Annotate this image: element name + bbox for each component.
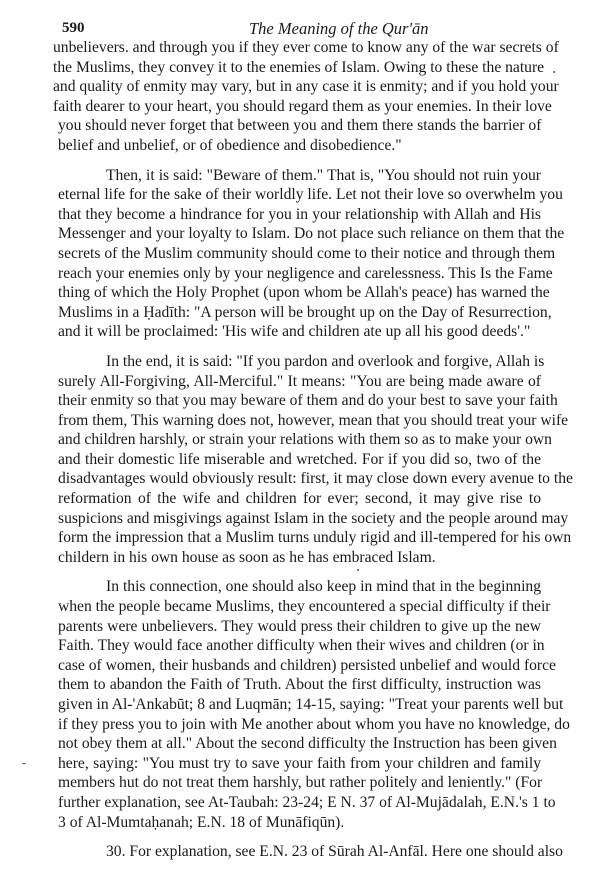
text-line: when the people became Muslims, they encountered a special difficulty if their — [58, 598, 551, 616]
text-line: secrets of the Muslim community should come to their notice and through them — [58, 244, 556, 262]
paragraph — [53, 38, 559, 156]
text-line: and quality of enmity may vary, but in any case it is enmity; and if you hold your — [53, 78, 559, 96]
text-line: faith dearer to your heart, you should regard them as your enemies. In their love — [53, 97, 552, 115]
text-line: given in Al-'Ankabūt; 8 and Luqmān; 14-15, saying: "Treat your parents well but — [58, 696, 564, 713]
page-body — [53, 38, 573, 862]
text-line: Muslims in a Ḥadīth: "A person will be brought up on the Day of Resurrection, — [58, 303, 552, 321]
text-line: Then, it is said: "Beware of them." That is, "You should not ruin your — [106, 166, 541, 184]
paragraph — [53, 577, 570, 832]
text-line: further explanation, see At-Taubah: 23-24; E N. 37 of Al-Mujādalah, E.N.'s 1 to — [58, 793, 556, 811]
text-line: eternal life for the sake of their worldly life. Let not their love so overwhelm you — [58, 186, 563, 204]
text-line: belief and unbelief, or of obedience and disobedience." — [58, 136, 402, 154]
text-line: unbelievers. and through you if they ever come to know any of the war secrets of — [53, 39, 559, 56]
text-line: surely All-Forgiving, All-Merciful." It means: "You are being made aware of — [58, 372, 541, 390]
text-line: In this connection, one should also keep in mind that in the beginning — [106, 578, 541, 596]
text-line: not obey them at all." About the second difficulty the Instruction has been given — [58, 735, 557, 753]
text-line: In the end, it is said: "If you pardon and overlook and forgive, Allah is — [106, 352, 545, 370]
scan-speck — [357, 569, 359, 571]
text-line: reach your enemies only by your negligence and carelessness. This Is the Fame — [58, 264, 553, 282]
text-line: and children harshly, or strain your relations with them so as to make your own — [58, 431, 552, 449]
text-line: members hut do not treat them harshly, but rather politely and leniently." (For — [58, 774, 543, 792]
text-line: thing of which the Holy Prophet (upon whom be Allah's peace) has warned the — [58, 284, 550, 302]
text-line: disadvantages would obviously result: first, it may close down every avenue to the — [58, 470, 573, 488]
text-line: and it will be proclaimed: 'His wife and children ate up all his good deeds'." — [58, 323, 531, 341]
text-line: 30. For explanation, see E.N. 23 of Sūrah Al-Anfāl. Here one should also — [106, 843, 563, 861]
text-line: childern in his own house as soon as he has embraced Islam. — [58, 548, 436, 566]
text-line: you should never forget that between you and them there stands the barrier of — [58, 117, 542, 135]
text-line: parents were unbelievers. They would press their children to give up the new — [58, 617, 541, 635]
text-line: 3 of Al-Mumtaḥanah; E.N. 18 of Munāfiqūn). — [58, 813, 345, 831]
text-line: here, saying: "You must try to save your faith from your children and family — [58, 754, 541, 772]
page-number: 590 — [62, 20, 85, 36]
text-line: if they press you to join with Me another about whom you have no knowledge, do — [58, 715, 570, 733]
paragraph — [53, 352, 573, 568]
text-line: Faith. They would face another difficulty when their wives and children (or in — [58, 637, 545, 655]
footnote-paragraph — [53, 842, 563, 862]
text-line: them to abandon the Faith of Truth. About the first difficulty, instruction was — [58, 676, 541, 694]
running-title: The Meaning of the Qur'ān — [249, 19, 429, 38]
text-line: that they become a hindrance for you in your relationship with Allah and His — [58, 205, 541, 223]
text-line: case of women, their husbands and children) persisted unbelief and would force — [58, 656, 556, 674]
text-line: reformation of the wife and children for ever; second, it may give rise to — [58, 490, 541, 508]
scan-speck — [22, 763, 26, 764]
text-line: Messenger and your loyalty to Islam. Do not place such reliance on them that the — [58, 225, 565, 243]
text-line: and their domestic life miserable and wretched. For if you did so, two of the — [58, 450, 541, 468]
text-line: the Muslims, they convey it to the enemies of Islam. Owing to these the nature — [53, 58, 545, 76]
paragraph — [53, 166, 565, 342]
scan-speck — [553, 71, 555, 73]
text-line: their enmity so that you may beware of them and do your best to save your faith — [58, 392, 558, 410]
text-line: suspicions and misgivings against Islam in the society and the people around may — [58, 509, 569, 527]
text-line: from them, This warning does not, however, mean that you should treat your wife — [58, 411, 569, 429]
text-line: form the impression that a Muslim turns unduly rigid and ill-tempered for his own — [58, 529, 572, 547]
